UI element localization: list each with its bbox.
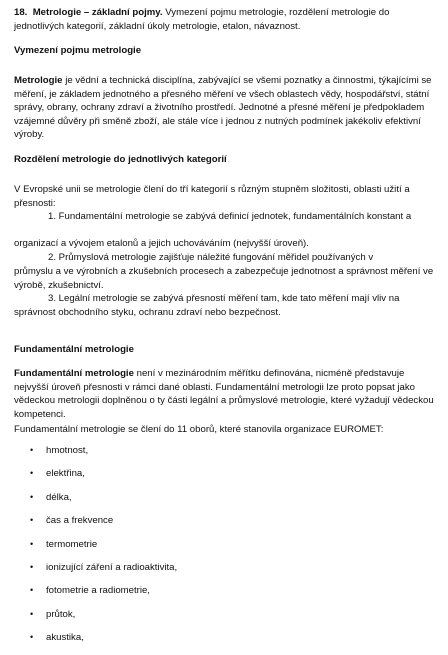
- bullet-icon: •: [30, 608, 34, 619]
- list-item: • délka,: [30, 491, 72, 503]
- fields-intro: Fundamentální metrologie se člení do 11 oborů, které stanovila organizace EUROMET:: [14, 424, 384, 435]
- list-item: • termometrie: [30, 538, 98, 550]
- category-item-1-line2: organizací a vývojem etalonů a jejich uchováváním (nejvyšší úroveň).: [14, 238, 309, 249]
- heading-fundamental: Fundamentální metrologie: [14, 344, 134, 355]
- list-item: • hmotnost,: [30, 445, 89, 456]
- fields-list: [14, 444, 434, 655]
- bullet-icon: •: [30, 632, 34, 643]
- definition-paragraph: [14, 74, 438, 142]
- list-item: • elektřina,: [30, 468, 85, 480]
- category-item-1-line1: 1. Fundamentální metrologie se zabývá definicí jednotek, fundamentálních konstant a: [48, 211, 412, 222]
- list-item: • čas a frekvence: [30, 515, 114, 527]
- section-intro: [14, 6, 438, 33]
- bullet-icon: •: [30, 468, 34, 479]
- list-item: • průtok,: [30, 608, 76, 620]
- categories-intro: V Evropské unii se metrologie člení do tří kategorií s různým stupněm složitosti, oblasti užití a přesnosti:: [14, 184, 410, 209]
- fundamental-paragraph: [14, 367, 438, 421]
- category-item-3-line2: správnost obchodního styku, ochranu zdraví nebo bezpečnost.: [14, 307, 281, 318]
- category-item-2-line1: 2. Průmyslová metrologie zajišťuje náležité fungování měřidel používaných v: [48, 252, 374, 263]
- section-title: Metrologie – základní pojmy.: [32, 7, 163, 18]
- category-item-3-line1: 3. Legální metrologie se zabývá přesností měření tam, kde tato měření mají vliv na: [48, 293, 400, 304]
- heading-definition: Vymezení pojmu metrologie: [14, 45, 142, 56]
- bullet-icon: •: [30, 585, 34, 596]
- fundamental-term: Fundamentální metrologie: [14, 368, 134, 379]
- list-item: • akustika,: [30, 632, 84, 644]
- section-number: 18.: [14, 7, 28, 18]
- bullet-icon: •: [30, 491, 34, 502]
- fundamental-text: není v mezinárodním měřítku definována, nicméně představuje nejvyšší úroveň přesnosti v rámci dané oblasti. Fundamentální metrologii lze proto popsat jako vědeckou metrologii doplněnou o ty části legální a průmyslové metrologie, které vyžadují vědeckou kompetenci.: [14, 368, 434, 420]
- bullet-icon: •: [30, 538, 34, 549]
- list-item: • ionizující záření a radioaktivita,: [30, 561, 178, 573]
- list-item: • fotometrie a radiometrie,: [30, 585, 150, 597]
- bullet-icon: •: [30, 515, 34, 526]
- category-item-2-line2: průmyslu a ve výrobních a zkušebních procesech a zabezpečuje jednotnost a správnost měření ve výrobě, zkušebnictví.: [14, 266, 434, 291]
- definition-term: Metrologie: [14, 75, 63, 86]
- definition-text: je vědní a technická disciplína, zabývající se všemi poznatky a činnostmi, týkajícími se měření, je základem jednotného a přesného měření ve všech oblastech vědy, hospodářství, státní správy, obrany, ochrany zdraví a životního prostředí. Jednotné a přesné měření je předpokladem vzájemné důvěry při směně zboží, ale stále více i jednou z nutných podmínek jakékoliv efektivní výroby.: [14, 75, 432, 141]
- bullet-icon: •: [30, 445, 34, 455]
- section-intro-text: Vymezení pojmu metrologie, rozdělení metrologie do jednotlivých kategorií, základní úkoly metrologie, etalon, návaznost.: [14, 7, 390, 32]
- heading-categories: Rozdělení metrologie do jednotlivých kategorií: [14, 154, 227, 165]
- bullet-icon: •: [30, 561, 34, 572]
